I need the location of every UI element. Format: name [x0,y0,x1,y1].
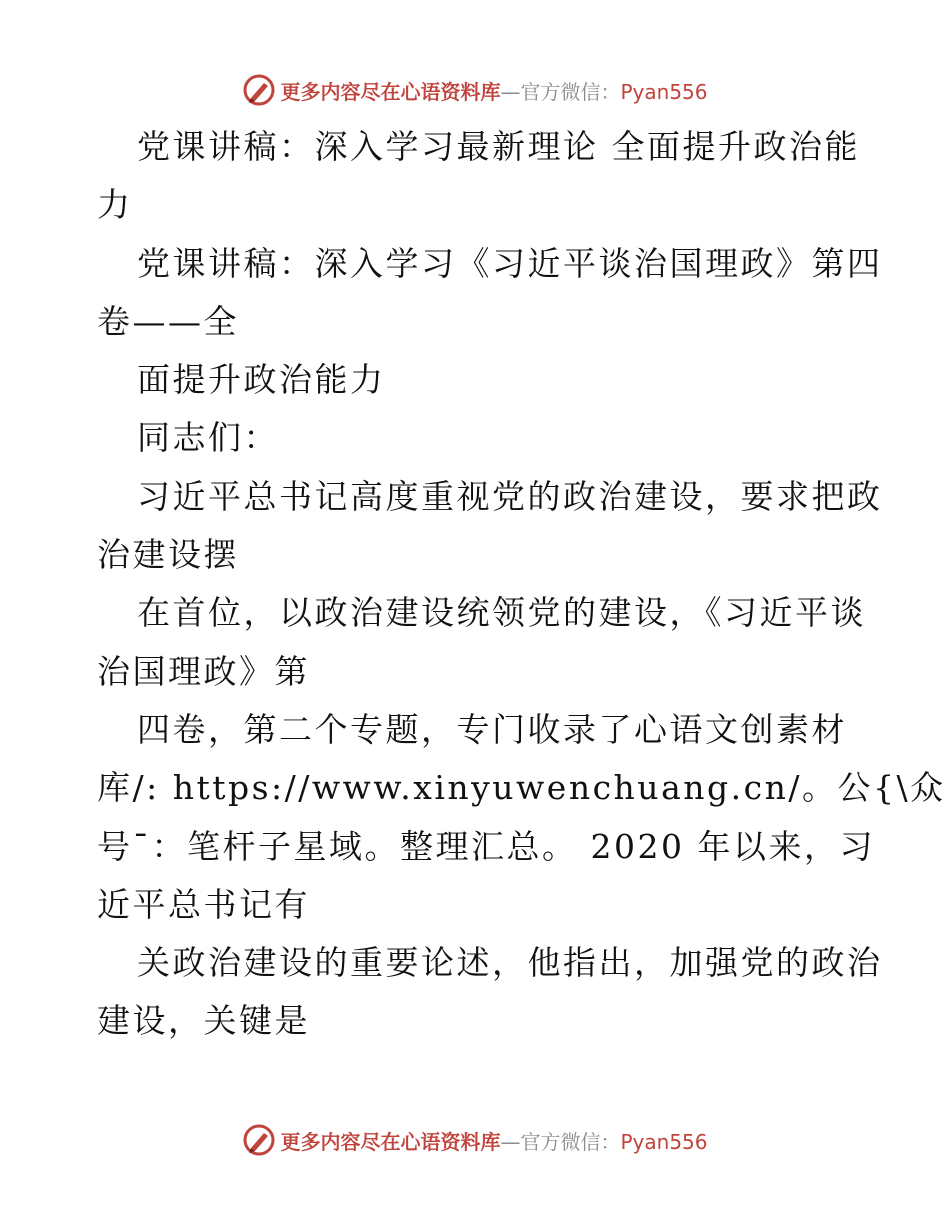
text-line: 四卷，第二个专题，专门收录了心语文创素材 [137,709,847,749]
text-line: 力 [97,185,133,225]
text-line: 党课讲稿：深入学习最新理论 全面提升政治能 [137,127,860,166]
text-line: 号¯：笔杆子星域。整理汇总。 2020 年以来，习 [97,826,875,866]
watermark-label: 官方微信： [520,79,621,104]
text-line: 卷——全 [97,301,239,341]
watermark-wechat-id: Pyan556 [620,1129,708,1154]
watermark-label: 官方微信： [520,1129,621,1154]
text-line: 治建设摆 [97,535,239,575]
pen-logo-icon [242,73,276,107]
watermark-main-text: 更多内容尽在心语资料库 [280,1129,501,1154]
text-line: 在首位，以政治建设统领党的建设，《习近平谈 [137,593,866,633]
footer-watermark [0,1120,950,1160]
text-line: 同志们： [137,418,279,458]
watermark-dash: — [500,79,521,104]
watermark-wechat-id: Pyan556 [620,79,708,104]
header-watermark [0,70,950,110]
text-line: 关政治建设的重要论述，他指出，加强党的政治 [137,943,883,983]
text-line: 治国理政》第 [97,651,310,691]
watermark-main-text: 更多内容尽在心语资料库 [280,79,501,104]
document-body [97,118,946,1051]
text-line: 建设，关键是 [97,1001,310,1041]
text-line: 面提升政治能力 [137,360,386,400]
pen-logo-icon [242,1123,276,1157]
text-line: 习近平总书记高度重视党的政治建设，要求把政 [137,476,883,516]
text-line: 近平总书记有 [97,884,310,924]
text-line: 库/: https://www.xinyuwenchuang.cn/。公{\众 [97,768,946,808]
watermark-dash: — [500,1129,521,1154]
text-line: 党课讲稿：深入学习《习近平谈治国理政》第四 [137,243,883,283]
